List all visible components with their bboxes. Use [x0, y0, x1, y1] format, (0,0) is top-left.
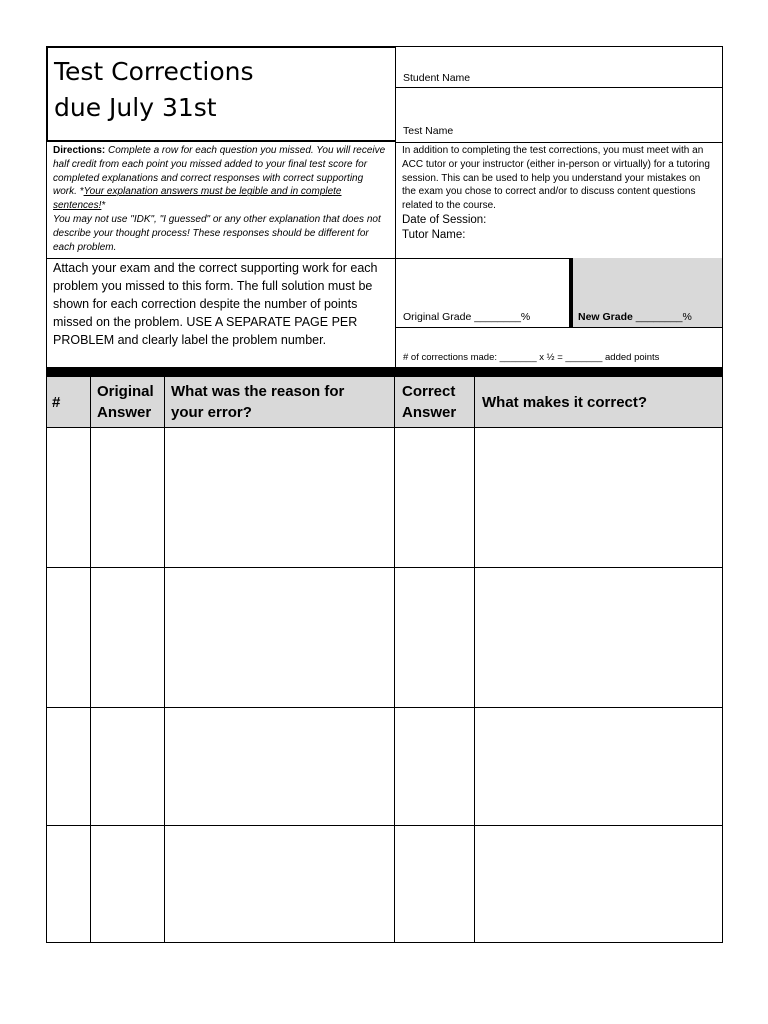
corrections-count-label: # of corrections made: _______ x ½ = _______ added points [403, 352, 660, 363]
column-divider [474, 377, 475, 943]
column-divider [90, 377, 91, 943]
student-name-field[interactable] [395, 46, 723, 88]
original-grade-cell[interactable] [395, 258, 571, 328]
test-name-field[interactable] [395, 87, 723, 143]
header-correct-answer: Correct Answer [402, 383, 457, 421]
tutor-instructions: In addition to completing the test corrections, you must meet with an ACC tutor or your instructor (either in-person or virtually) for a tutoring session. This can be used to help you understand your mistakes on the exam you chose to correct and/or to discuss content questions related to the course. [402, 145, 710, 212]
directions-warning: You may not use "IDK", "I guessed" or any other explanation that does not describe your thought process! These responses should be different for each problem. [53, 213, 381, 253]
header-number: # [52, 394, 61, 411]
tutor-name-label[interactable]: Tutor Name: [402, 228, 466, 241]
header-original-answer: Original Answer [97, 383, 154, 421]
header-why-correct: What makes it correct? [482, 394, 648, 411]
directions-box [46, 142, 396, 259]
original-grade-label: Original Grade ________% [403, 311, 531, 323]
tutor-box [395, 142, 723, 259]
date-of-session-label[interactable]: Date of Session: [402, 213, 487, 226]
table-row[interactable] [46, 825, 723, 826]
table-row[interactable] [46, 707, 723, 708]
table-row[interactable] [46, 567, 723, 568]
column-divider [164, 377, 165, 943]
new-grade-cell[interactable] [569, 258, 723, 328]
new-grade-label: New Grade [578, 311, 633, 323]
corrections-count-cell[interactable] [395, 327, 723, 368]
title-line-1: Test Corrections [54, 57, 254, 86]
corrections-table [46, 427, 723, 943]
student-name-label: Student Name [403, 72, 471, 84]
new-grade-blank: ________% [632, 311, 692, 323]
directions-asterisk: * [101, 200, 106, 212]
directions-label: Directions: [53, 145, 106, 156]
section-divider [46, 367, 723, 377]
attach-instructions: Attach your exam and the correct supporting work for each problem you missed to this form. The full solution must be shown for each correction despite the number of points missed on the problem. USE A SEPARATE PAGE PER PROBLEM and clearly label the problem number. [46, 258, 396, 368]
form-title [46, 46, 396, 142]
column-divider [394, 377, 395, 943]
header-error-reason: What was the reason for your error? [171, 383, 345, 421]
directions-text: Complete a row for each question you missed. You will receive half credit from each point you missed added to your final test score for completed explanations and correct responses with correct supporting work. * [53, 145, 386, 198]
test-name-label: Test Name [403, 125, 454, 137]
directions-emphasis: Your explanation answers must be legible and in complete sentences! [53, 186, 342, 212]
title-line-2: due July 31st [54, 93, 217, 122]
